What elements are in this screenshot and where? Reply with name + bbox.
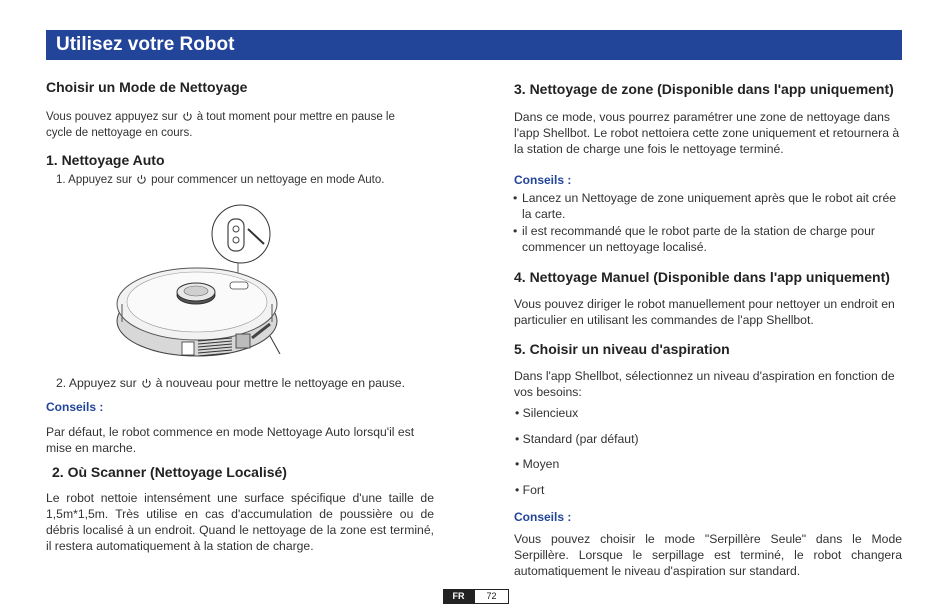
suction-level-item: • Fort xyxy=(515,483,545,497)
suction-level-item: • Standard (par défaut) xyxy=(515,432,639,446)
bullet-dot: • xyxy=(513,224,518,238)
zone-tip-2-text: il est recommandé que le robot parte de la station de charge pour commencer un nettoyage localisé. xyxy=(522,224,875,254)
intro-text-b: à tout moment pour mettre en pause le xyxy=(196,111,395,123)
zone-title: 3. Nettoyage de zone (Disponible dans l'app uniquement) xyxy=(514,81,894,97)
power-icon xyxy=(136,174,147,185)
manual-title: 4. Nettoyage Manuel (Disponible dans l'app uniquement) xyxy=(514,269,890,285)
step2-text-a: 2. Appuyez sur xyxy=(56,376,137,390)
step1-text-b: pour commencer un nettoyage en mode Auto. xyxy=(151,174,385,186)
mop-text: Vous pouvez choisir le mode "Serpillère Seule" dans le Mode Serpillère. Lorsque le serpillage est terminé, le robot changera automatiquement le niveau d'aspiration sur standard. xyxy=(514,532,902,578)
intro-text xyxy=(46,109,446,141)
auto-step-2 xyxy=(56,375,456,391)
suction-title: 5. Choisir un niveau d'aspiration xyxy=(514,341,730,357)
robot-vacuum-illustration xyxy=(112,196,292,366)
auto-title: 1. Nettoyage Auto xyxy=(46,152,165,168)
scan-text: Le robot nettoie intensément une surface spécifique d'une taille de 1,5m*1,5m. Très utilise en cas d'accumulation de poussière ou de débris localisé à un endroit. Quand le nettoyage de la zone est terminé, il restera automatiquement à la station de charge. xyxy=(46,491,434,553)
power-icon xyxy=(182,111,193,122)
zone-tip-2 xyxy=(514,223,904,255)
footer-lang-badge: FR xyxy=(443,589,474,604)
auto-step-1 xyxy=(56,172,456,188)
step2-text-b: à nouveau pour mettre le nettoyage en pause. xyxy=(155,376,405,390)
conseils-label: Conseils : xyxy=(46,400,104,414)
page-title: Utilisez votre Robot xyxy=(56,34,235,55)
power-icon xyxy=(141,378,152,389)
page-header-bar xyxy=(46,30,902,60)
conseils-text: Par défaut, le robot commence en mode Nettoyage Auto lorsqu'il est mise en marche. xyxy=(46,425,415,455)
suction-text: Dans l'app Shellbot, sélectionnez un niveau d'aspiration en fonction de vos besoins: xyxy=(514,369,895,399)
intro-text-c: cycle de nettoyage en cours. xyxy=(46,127,193,139)
intro-text-a: Vous pouvez appuyez sur xyxy=(46,111,178,123)
scan-title: 2. Où Scanner (Nettoyage Localisé) xyxy=(52,464,287,480)
suction-level-1: Silencieux xyxy=(522,406,579,420)
zone-tip-1 xyxy=(514,190,904,222)
zone-conseils-label: Conseils : xyxy=(514,173,572,187)
suction-level-3: Moyen xyxy=(522,457,560,471)
zone-tip-1-text: Lancez un Nettoyage de zone uniquement après que le robot ait crée la carte. xyxy=(522,191,897,221)
suction-level-item: • Silencieux xyxy=(515,406,579,420)
suction-level-item: • Moyen xyxy=(515,457,560,471)
zone-text: Dans ce mode, vous pourrez paramétrer une zone de nettoyage dans l'app Shellbot. Le robot nettoiera cette zone uniquement et retournera à la station de charge une fois le nettoyage terminé. xyxy=(514,110,900,156)
page-number: 72 xyxy=(474,589,509,604)
suction-level-4: Fort xyxy=(522,483,545,497)
bullet-dot: • xyxy=(513,191,518,205)
step1-text-a: 1. Appuyez sur xyxy=(56,174,133,186)
suction-conseils-label: Conseils : xyxy=(514,510,572,524)
manual-text: Vous pouvez diriger le robot manuellement pour nettoyer un endroit en particulier en utilisant les commandes de l'app Shellbot. xyxy=(514,297,895,327)
section-title: Choisir un Mode de Nettoyage xyxy=(46,79,248,95)
suction-level-2: Standard (par défaut) xyxy=(522,432,639,446)
